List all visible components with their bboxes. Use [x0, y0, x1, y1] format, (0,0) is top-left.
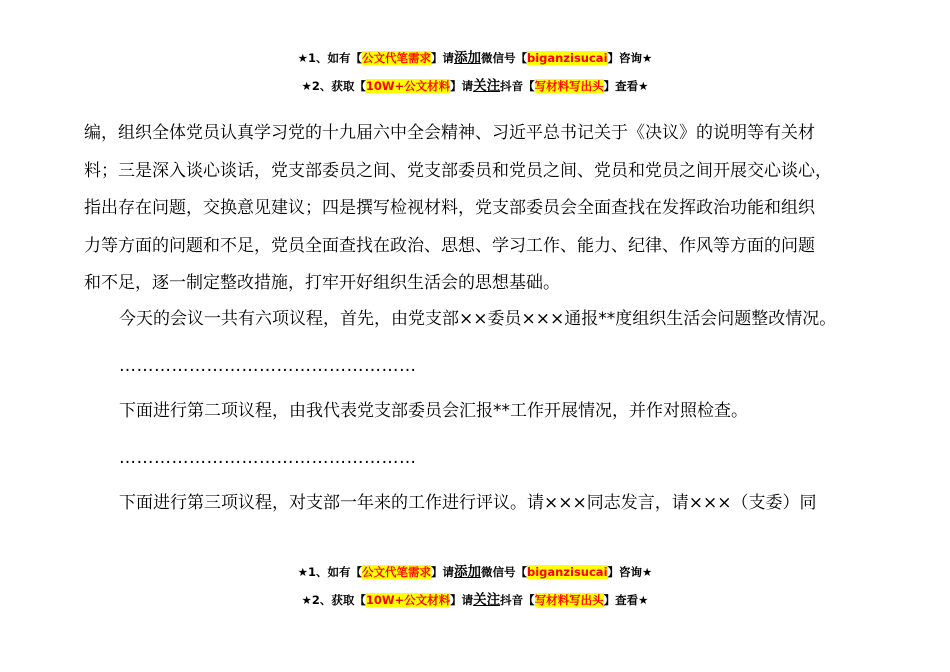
promo-text: 】请	[430, 565, 454, 579]
highlight-wechat-id: biganzisucai	[526, 51, 608, 65]
body-line: 指出存在问题，交换意见建议；四是撰写检视材料，党支部委员会全面查找在发挥政治功能和组织	[84, 198, 815, 218]
body-paragraph-continued	[84, 115, 884, 303]
body-line: 料；三是深入谈心谈话，党支部委员之间、党支部委员和党员之间、党员和党员之间开展交心谈心，	[84, 160, 832, 181]
promo-text: 抖音【	[500, 79, 535, 93]
emphasis-follow: 关注	[473, 592, 501, 608]
promo-text: 】请	[450, 79, 474, 93]
promo-text: 】请	[450, 593, 474, 607]
promo-text: 微信号【	[480, 565, 527, 579]
agenda-paragraph-2: 下面进行第二项议程，由我代表党支部委员会汇报**工作开展情况，并作对照检查。	[119, 401, 748, 421]
emphasis-add: 添加	[453, 564, 481, 580]
body-line: 和不足，逐一制定整改措施，打牢开好组织生活会的思想基础。	[84, 273, 560, 293]
promo-text: 微信号【	[480, 51, 527, 65]
promo-line-1	[0, 44, 950, 72]
highlight-materials: 10W+公文材料	[365, 593, 451, 607]
promo-text: 】咨询★	[607, 51, 653, 65]
promo-line-2	[0, 586, 950, 614]
emphasis-add: 添加	[453, 50, 481, 66]
highlight-douyin-account: 写材料写出头	[534, 79, 604, 93]
highlight-service: 公文代笔需求	[361, 51, 431, 65]
promo-text: ★1、如有【	[297, 51, 362, 65]
body-line: 力等方面的问题和不足，党员全面查找在政治、思想、学习工作、能力、纪律、作风等方面的问题	[84, 235, 815, 256]
highlight-douyin-account: 写材料写出头	[534, 593, 604, 607]
promo-text: ★1、如有【	[297, 565, 362, 579]
header-promo-banner	[0, 44, 950, 100]
highlight-materials: 10W+公文材料	[365, 79, 451, 93]
promo-text: 】请	[430, 51, 454, 65]
promo-text: ★2、获取【	[301, 79, 366, 93]
agenda-paragraph-1: 今天的会议一共有六项议程，首先，由党支部××委员×××通报**度组织生活会问题整改情况。	[119, 309, 837, 329]
promo-text: 】咨询★	[607, 565, 653, 579]
footer-promo-banner	[0, 558, 950, 614]
promo-text: 抖音【	[500, 593, 535, 607]
promo-text: 】查看★	[603, 593, 649, 607]
promo-text: 】查看★	[603, 79, 649, 93]
promo-line-1	[0, 558, 950, 586]
highlight-service: 公文代笔需求	[361, 565, 431, 579]
emphasis-follow: 关注	[473, 78, 501, 94]
body-line: 编，组织全体党员认真学习党的十九届六中全会精神、习近平总书记关于《决议》的说明等有关材	[84, 123, 815, 143]
highlight-wechat-id: biganzisucai	[526, 565, 608, 579]
promo-text: ★2、获取【	[301, 593, 366, 607]
promo-line-2	[0, 72, 950, 100]
ellipsis-divider: ……………………………………………	[119, 356, 417, 376]
agenda-paragraph-3: 下面进行第三项议程，对支部一年来的工作进行评议。请×××同志发言，请×××（支委）同	[119, 493, 817, 513]
ellipsis-divider: ……………………………………………	[119, 448, 417, 468]
